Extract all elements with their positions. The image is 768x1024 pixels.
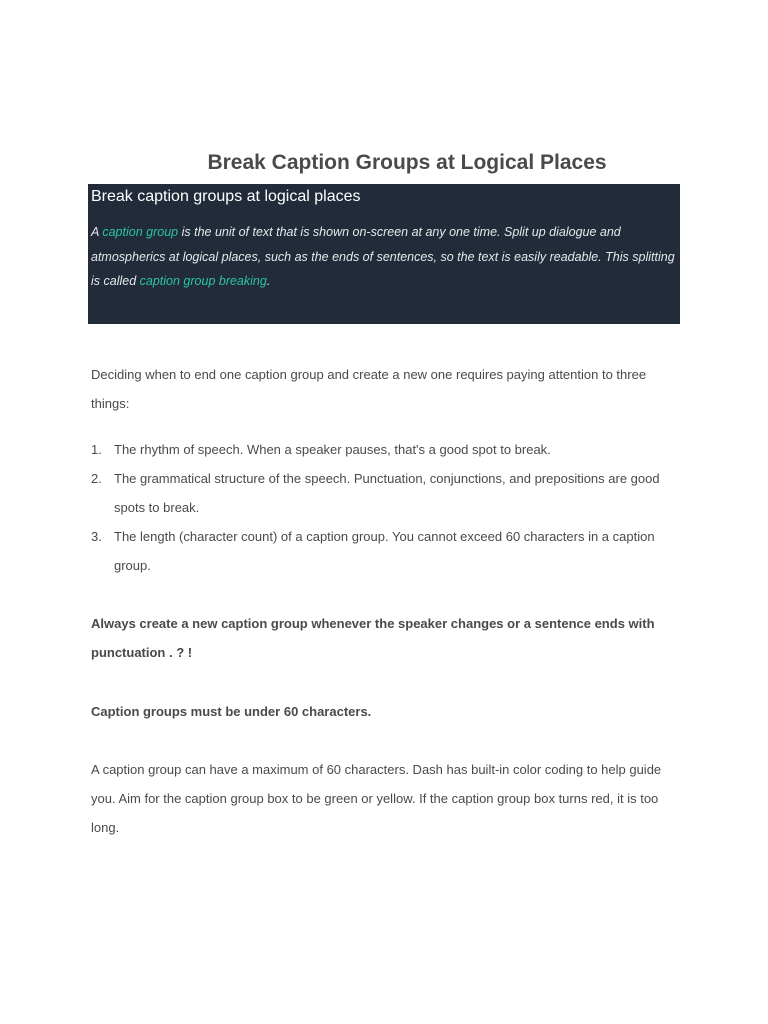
new-group-rule: Always create a new caption group whenever the speaker changes or a sentence ends with punctuation . ? !	[91, 616, 655, 660]
list-item	[91, 435, 681, 464]
intro-paragraph: Deciding when to end one caption group and create a new one requires paying attention to three things:	[91, 367, 647, 411]
caption-group-breaking-link[interactable]: caption group breaking	[139, 274, 267, 288]
list-number: 3.	[91, 529, 102, 544]
list-item	[91, 522, 681, 580]
article-body	[91, 360, 681, 842]
callout-text-2: is the unit of text that is shown on-screen at any one time. Split up dialogue and atmospherics at logical places, such as the ends of sentences, so the text is easily readable. This splitting is called	[91, 225, 675, 288]
list-item-text: The length (character count) of a caption group. You cannot exceed 60 characters in a caption group.	[114, 529, 655, 573]
info-callout	[88, 184, 680, 324]
list-number: 1.	[91, 442, 102, 457]
page-title: Break Caption Groups at Logical Places	[207, 151, 607, 174]
considerations-list	[91, 435, 681, 580]
length-rule: Caption groups must be under 60 characters.	[91, 704, 372, 719]
list-item	[91, 464, 681, 522]
closing-paragraph: A caption group can have a maximum of 60 characters. Dash has built-in color coding to help guide you. Aim for the caption group box to be green or yellow. If the caption group box turns red, it is too long.	[91, 762, 662, 835]
callout-text-1: A	[91, 225, 103, 239]
callout-heading: Break caption groups at logical places	[91, 188, 361, 205]
list-number: 2.	[91, 471, 102, 486]
callout-body	[91, 220, 678, 294]
list-item-text: The grammatical structure of the speech. Punctuation, conjunctions, and prepositions are good spots to break.	[114, 471, 660, 515]
caption-group-link[interactable]: caption group	[102, 225, 179, 239]
list-item-text: The rhythm of speech. When a speaker pauses, that's a good spot to break.	[114, 442, 551, 457]
callout-text-3: .	[266, 274, 271, 288]
